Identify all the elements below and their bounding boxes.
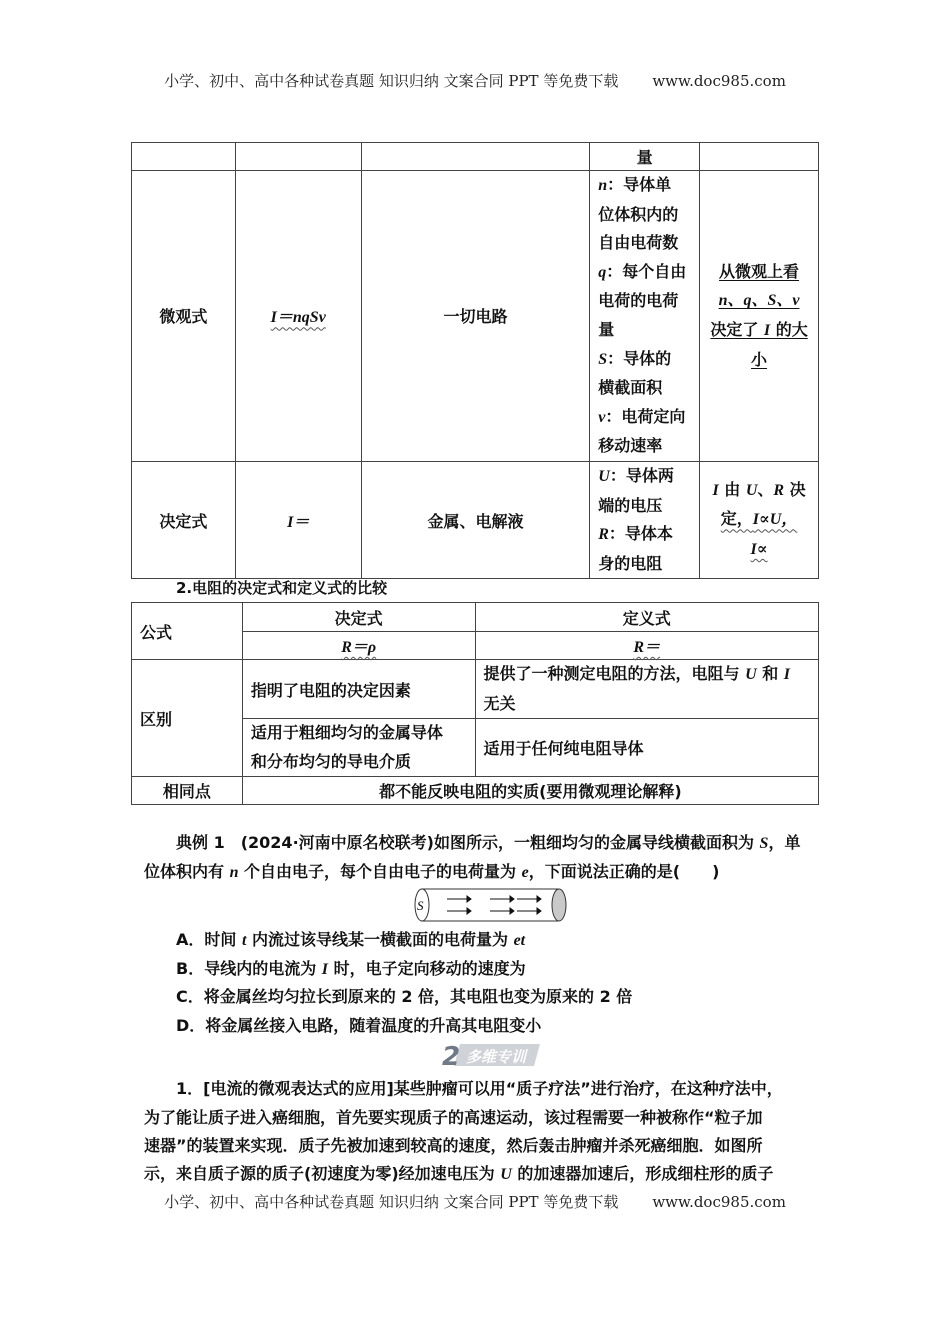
decisive-scope: 金属、电解液 <box>361 461 590 578</box>
row-label-formula: 公式 <box>132 603 243 660</box>
micro-desc: n：导体单 位体积内的 自由电荷数 q：每个自由 电荷的电荷 量 S：导体的 横截面积 v：电荷定向 移动速率 <box>590 171 700 462</box>
example-line-1: 典例 1 (2024·河南中原名校联考)如图所示，一粗细均匀的金属导线横截面积为 S，单 <box>176 833 801 852</box>
col-definition: 定义式 <box>475 603 819 632</box>
wire-figure <box>413 886 569 924</box>
row-name-decisive: 决定式 <box>132 461 236 578</box>
problem-line-3: 速器”的装置来实现．质子先被加速到较高的速度，然后轰击肿瘤并杀死癌细胞．如图所 <box>144 1136 763 1155</box>
diff1-left: 指明了电阻的决定因素 <box>242 660 475 719</box>
section-title: 2.电阻的决定式和定义式的比较 <box>176 579 388 597</box>
formula-definition: R＝ <box>633 639 661 656</box>
table-row-decisive <box>132 461 819 578</box>
header-url: www.doc985.com <box>652 72 786 90</box>
row-label-same: 相同点 <box>132 777 243 805</box>
practice-banner <box>442 1041 540 1069</box>
problem-line-4: 示，来自质子源的质子(初速度为零)经加速电压为 U 的加速器加速后，形成细柱形的质子 <box>144 1164 774 1183</box>
example-line-2: 位体积内有 n 个自由电子，每个自由电子的电荷量为 e，下面说法正确的是( ) <box>144 862 720 881</box>
decisive-note: I 由 U、R 决 定，I∝U， I∝ <box>700 461 819 578</box>
option-a[interactable]: A．时间 t 内流过该导线某一横截面的电荷量为 et <box>176 930 526 949</box>
micro-note: 从微观上看 n、q、S、v 决定了 I 的大 小 <box>700 171 819 462</box>
problem-line-2: 为了能让质子进入癌细胞，首先要实现质子的高速运动，该过程需要一种被称作“粒子加 <box>144 1108 763 1127</box>
option-b[interactable]: B．导线内的电流为 I 时，电子定向移动的速度为 <box>176 958 526 978</box>
row-label-difference: 区别 <box>132 660 243 777</box>
electron-arrows <box>447 896 541 914</box>
footer-text: 小学、初中、高中各种试卷真题 知识归纳 文案合同 PPT 等免费下载 <box>164 1193 619 1211</box>
micro-formula: I＝nqSv <box>270 309 326 327</box>
footer-url: www.doc985.com <box>652 1193 786 1211</box>
decisive-desc: U：导体两 端的电压 R：导体本 身的电阻 <box>590 461 700 578</box>
micro-scope: 一切电路 <box>361 171 590 462</box>
col-decisive: 决定式 <box>242 603 475 632</box>
options-list <box>176 926 632 1040</box>
table-row-micro <box>132 171 819 462</box>
diff2-left: 适用于粗细均匀的金属导体 和分布均匀的导电介质 <box>242 719 475 777</box>
header-text: 小学、初中、高中各种试卷真题 知识归纳 文案合同 PPT 等免费下载 <box>164 72 619 90</box>
decisive-formula: I＝ <box>287 513 310 531</box>
resistance-comparison-table <box>131 602 819 805</box>
option-d[interactable]: D．将金属丝接入电路，随着温度的升高其电阻变小 <box>176 1015 542 1035</box>
banner-text: 多维专训 <box>466 1048 527 1066</box>
same-text: 都不能反映电阻的实质(要用微观理论解释) <box>242 777 818 805</box>
problem-line-1: 1．[电流的微观表达式的应用]某些肿瘤可以用“质子疗法”进行治疗，在这种疗法中， <box>176 1079 783 1098</box>
banner-number: 2 <box>442 1042 461 1069</box>
current-formula-table <box>131 142 819 579</box>
option-c[interactable]: C．将金属丝均匀拉长到原来的 2 倍，其电阻也变为原来的 2 倍 <box>176 987 633 1006</box>
page-footer <box>0 1191 950 1212</box>
page-header <box>0 70 950 91</box>
diff2-right: 适用于任何纯电阻导体 <box>475 719 819 777</box>
row-name-micro: 微观式 <box>132 171 236 462</box>
figure-label-s: S <box>417 898 424 913</box>
formula-decisive: R＝ρ <box>341 639 377 656</box>
diff1-right: 提供了一种测定电阻的方法，电阻与 U 和 I 无关 <box>475 660 819 719</box>
header-fragment: 量 <box>590 143 700 171</box>
